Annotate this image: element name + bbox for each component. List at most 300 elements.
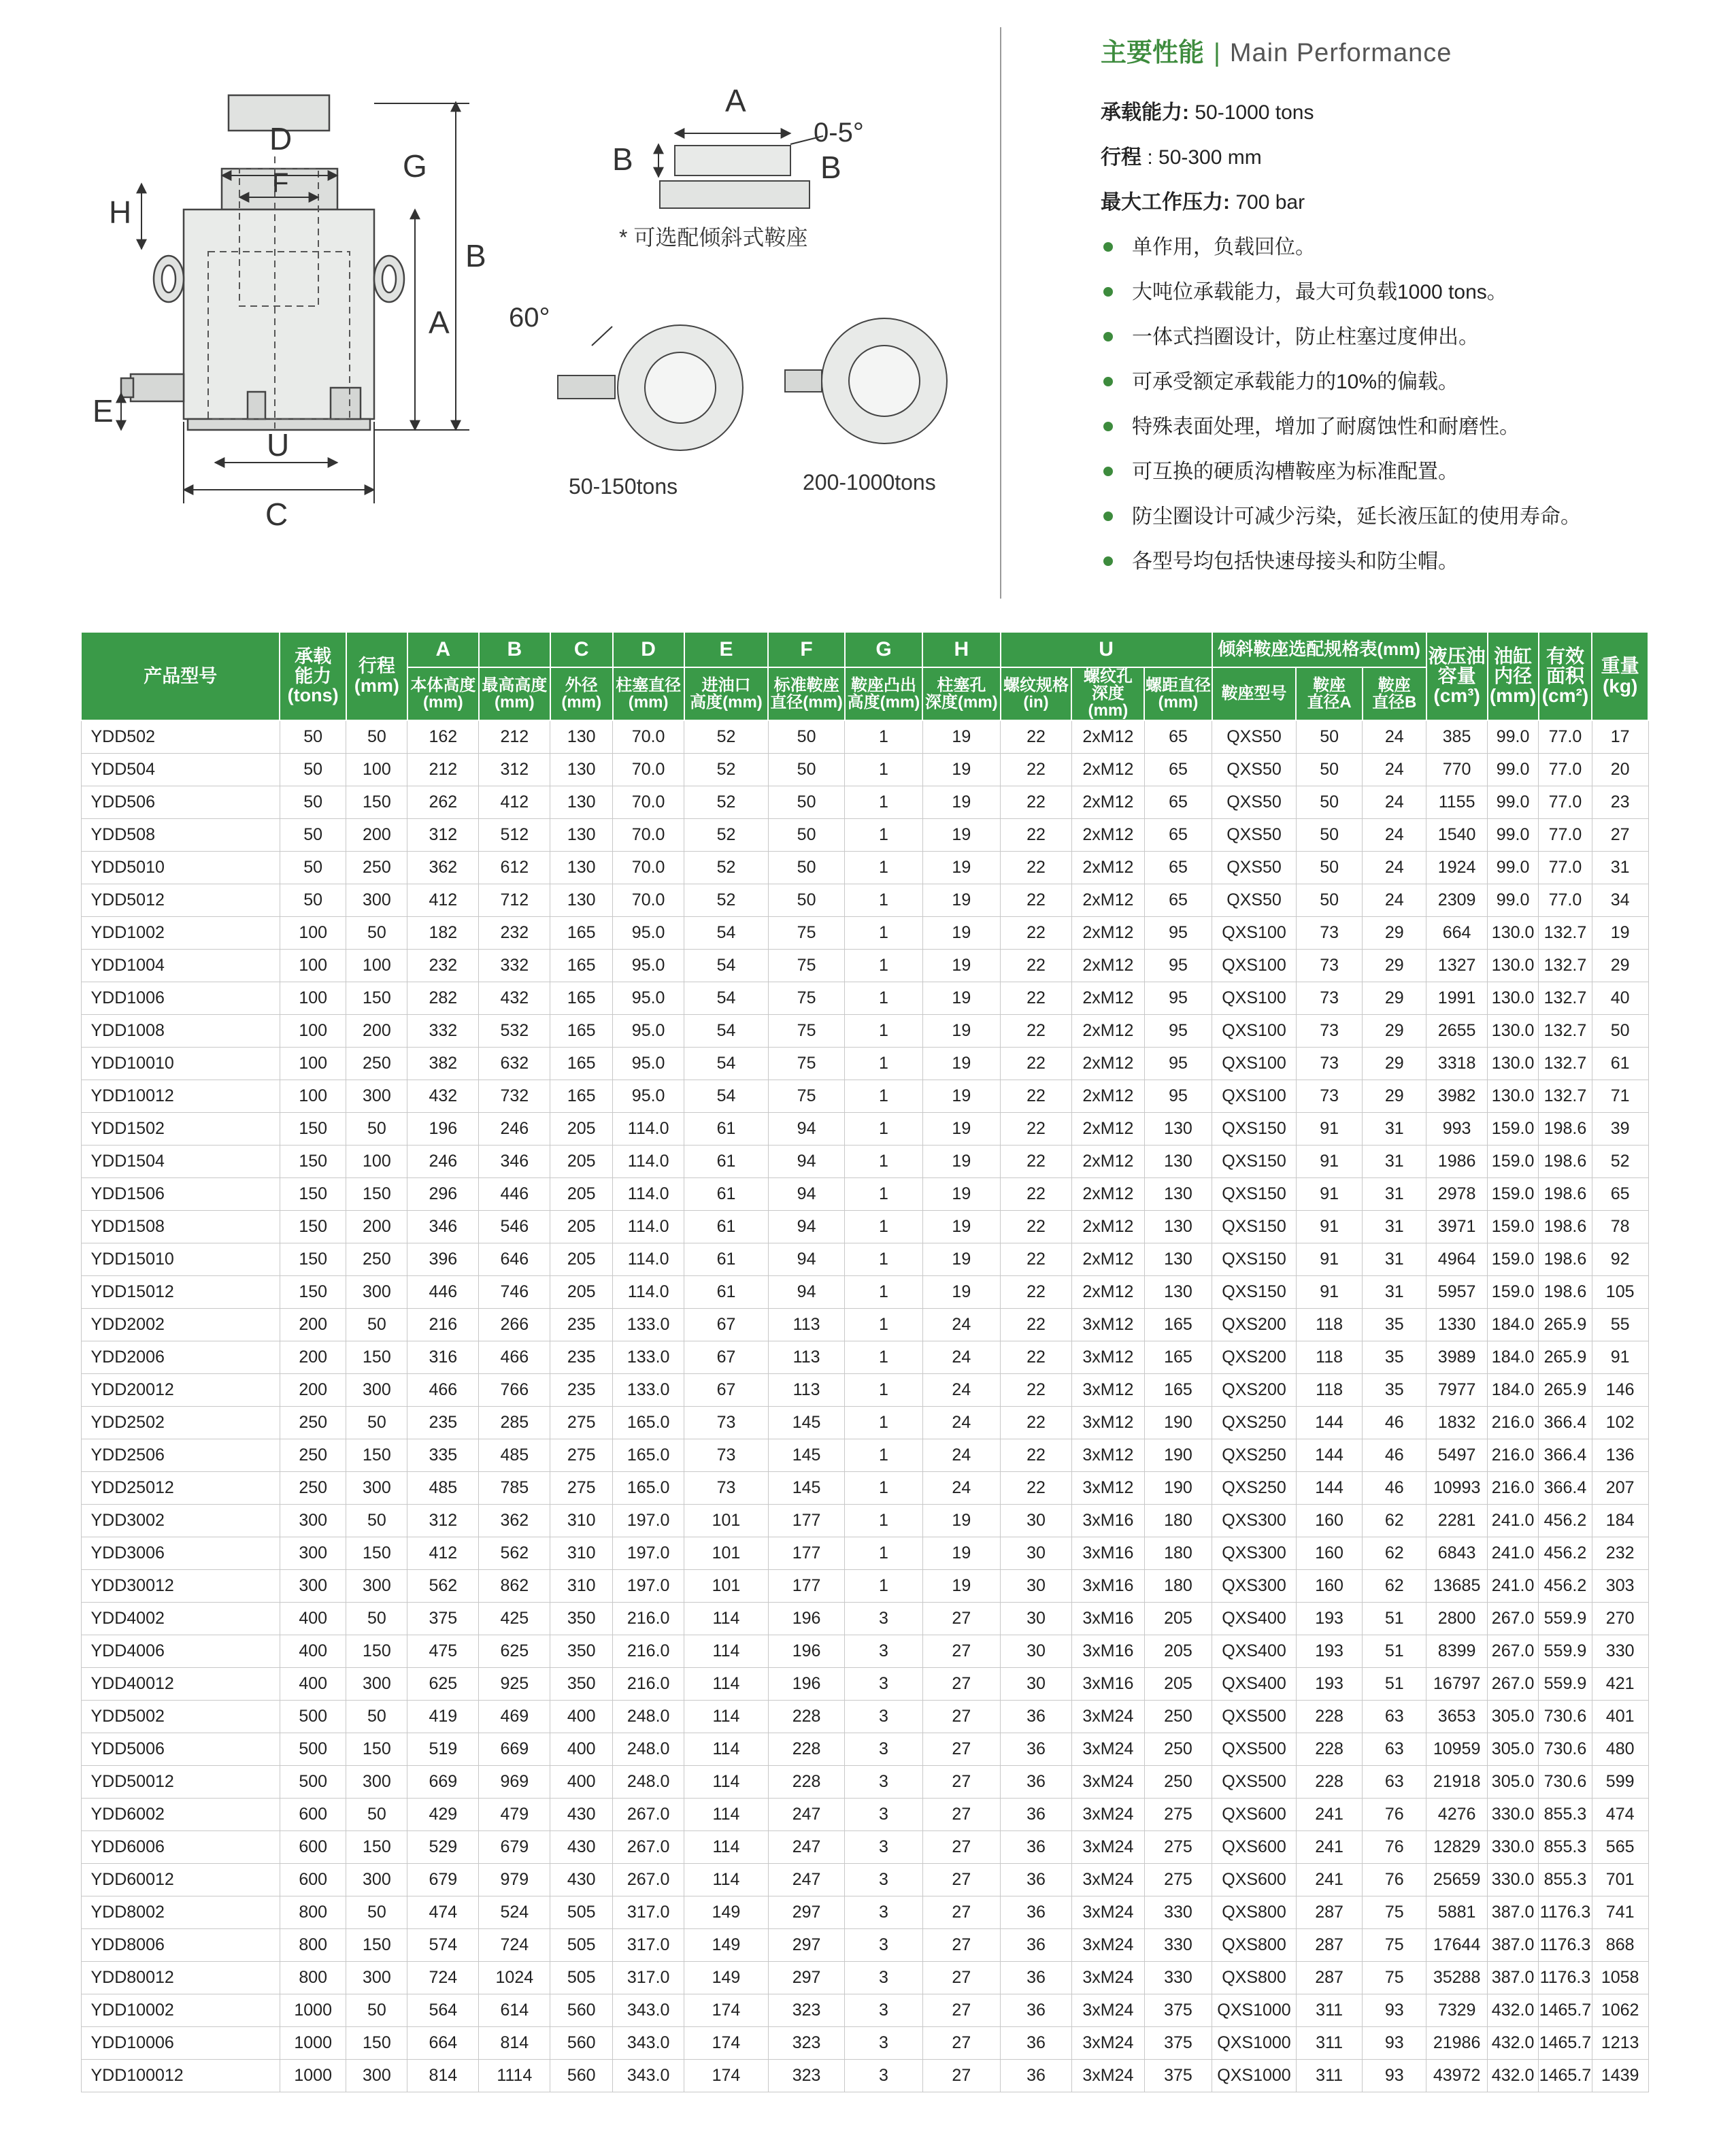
table-cell: 55 <box>1592 1308 1648 1341</box>
table-cell: 91 <box>1296 1275 1362 1308</box>
col-stroke: 行程 (mm) <box>346 632 407 720</box>
table-cell: 562 <box>407 1569 479 1602</box>
table-cell: 335 <box>407 1439 479 1471</box>
table-cell: 2978 <box>1426 1177 1488 1210</box>
table-cell: 1 <box>845 982 922 1014</box>
table-cell: 612 <box>479 851 550 884</box>
table-cell: 30 <box>1001 1635 1072 1667</box>
table-cell: YDD1002 <box>81 916 280 949</box>
table-cell: 2655 <box>1426 1014 1488 1047</box>
table-cell: QXS1000 <box>1212 2026 1297 2059</box>
table-cell: 50 <box>280 753 346 786</box>
table-cell: QXS300 <box>1212 1569 1297 1602</box>
table-cell: 65 <box>1144 753 1212 786</box>
table-cell: 266 <box>479 1308 550 1341</box>
table-cell: 241.0 <box>1488 1504 1539 1537</box>
table-cell: 4964 <box>1426 1243 1488 1275</box>
table-cell: 3xM24 <box>1071 1863 1144 1896</box>
table-cell: 1 <box>845 916 922 949</box>
table-cell: 43972 <box>1426 2059 1488 2092</box>
spec-table <box>80 631 1649 2092</box>
table-cell: 732 <box>479 1080 550 1112</box>
table-cell: 216.0 <box>1488 1406 1539 1439</box>
table-cell: 30 <box>1001 1504 1072 1537</box>
table-cell: 150 <box>346 1439 407 1471</box>
table-cell: 52 <box>684 786 769 818</box>
table-cell: 1 <box>845 1210 922 1243</box>
table-cell: 95.0 <box>613 1080 684 1112</box>
table-cell: 310 <box>550 1504 613 1537</box>
table-cell: QXS300 <box>1212 1504 1297 1537</box>
table-cell: 287 <box>1296 1961 1362 1994</box>
table-cell: 250 <box>1144 1733 1212 1765</box>
table-row <box>81 1341 1648 1373</box>
table-cell: 165 <box>1144 1341 1212 1373</box>
table-cell: 193 <box>1296 1667 1362 1700</box>
table-cell: 1062 <box>1592 1994 1648 2026</box>
table-cell: 27 <box>922 1700 1000 1733</box>
table-cell: 855.3 <box>1539 1798 1592 1830</box>
table-cell: 814 <box>407 2059 479 2092</box>
table-cell: 235 <box>407 1406 479 1439</box>
label-e: E <box>93 393 114 429</box>
table-cell: 323 <box>768 2059 844 2092</box>
table-cell: 27 <box>922 1928 1000 1961</box>
table-cell: 366.4 <box>1539 1439 1592 1471</box>
table-cell: 73 <box>684 1471 769 1504</box>
feature-text: 各型号均包括快速母接头和防尘帽。 <box>1132 550 1458 573</box>
table-cell: YDD3006 <box>81 1537 280 1569</box>
table-cell: 1986 <box>1426 1145 1488 1177</box>
table-cell: 432.0 <box>1488 2026 1539 2059</box>
table-cell: 212 <box>407 753 479 786</box>
table-cell: 159.0 <box>1488 1145 1539 1177</box>
table-cell: 22 <box>1001 1373 1072 1406</box>
table-cell: 159.0 <box>1488 1112 1539 1145</box>
table-cell: 174 <box>684 1994 769 2026</box>
table-cell: 31 <box>1363 1145 1426 1177</box>
table-cell: 114.0 <box>613 1275 684 1308</box>
col-h: H <box>922 632 1000 667</box>
table-cell: 212 <box>479 720 550 754</box>
table-cell: 205 <box>550 1275 613 1308</box>
table-cell: 27 <box>922 1765 1000 1798</box>
table-cell: 475 <box>407 1635 479 1667</box>
table-cell: 196 <box>768 1635 844 1667</box>
table-cell: 2xM12 <box>1071 1047 1144 1080</box>
table-cell: 385 <box>1426 720 1488 754</box>
table-cell: QXS400 <box>1212 1635 1297 1667</box>
vertical-divider <box>1000 27 1001 599</box>
table-cell: 22 <box>1001 786 1072 818</box>
table-cell: 50 <box>346 1406 407 1439</box>
feature-item <box>1101 360 1713 405</box>
table-cell: 50 <box>768 786 844 818</box>
table-cell: QXS250 <box>1212 1406 1297 1439</box>
table-cell: 679 <box>479 1830 550 1863</box>
table-cell: 1114 <box>479 2059 550 2092</box>
table-cell: 330 <box>1592 1635 1648 1667</box>
table-cell: 67 <box>684 1308 769 1341</box>
table-cell: YDD2006 <box>81 1341 280 1373</box>
table-cell: QXS600 <box>1212 1830 1297 1863</box>
table-cell: 114.0 <box>613 1177 684 1210</box>
table-cell: YDD502 <box>81 720 280 754</box>
table-cell: YDD5012 <box>81 884 280 916</box>
table-cell: 146 <box>1592 1373 1648 1406</box>
feature-text: 可互换的硬质沟槽鞍座为标准配置。 <box>1132 461 1458 483</box>
table-cell: 132.7 <box>1539 1080 1592 1112</box>
col-d: D <box>613 632 684 667</box>
sub-e: 进油口 高度(mm) <box>684 667 769 720</box>
table-cell: 40 <box>1592 982 1648 1014</box>
table-cell: 275 <box>550 1439 613 1471</box>
table-cell: 469 <box>479 1700 550 1733</box>
table-cell: 99.0 <box>1488 884 1539 916</box>
table-cell: 275 <box>1144 1863 1212 1896</box>
table-cell: 67 <box>684 1373 769 1406</box>
table-cell: 130 <box>550 753 613 786</box>
sub-u-pitch: 螺距直径 (mm) <box>1144 667 1212 720</box>
saddle-note: * 可选配倾斜式鞍座 <box>619 225 808 250</box>
table-cell: 95 <box>1144 1080 1212 1112</box>
table-cell: 425 <box>479 1602 550 1635</box>
table-cell: 3xM16 <box>1071 1537 1144 1569</box>
table-cell: 1 <box>845 1504 922 1537</box>
table-cell: 34 <box>1592 884 1648 916</box>
saddle-label-a: A <box>725 83 746 118</box>
table-cell: 95.0 <box>613 1047 684 1080</box>
table-cell: QXS50 <box>1212 753 1297 786</box>
table-cell: 366.4 <box>1539 1406 1592 1439</box>
table-cell: 22 <box>1001 1406 1072 1439</box>
table-cell: 300 <box>346 1863 407 1896</box>
table-cell: 562 <box>479 1537 550 1569</box>
table-cell: 3xM24 <box>1071 1994 1144 2026</box>
feature-item <box>1101 270 1713 315</box>
table-cell: 262 <box>407 786 479 818</box>
table-cell: 3xM16 <box>1071 1504 1144 1537</box>
table-cell: 193 <box>1296 1635 1362 1667</box>
table-cell: 31 <box>1363 1210 1426 1243</box>
table-cell: 63 <box>1363 1733 1426 1765</box>
table-cell: 275 <box>1144 1830 1212 1863</box>
table-cell: 1 <box>845 1439 922 1471</box>
table-cell: 130 <box>1144 1275 1212 1308</box>
spec-label: 行程 <box>1101 146 1141 169</box>
table-cell: 712 <box>479 884 550 916</box>
table-cell: 61 <box>1592 1047 1648 1080</box>
table-cell: 132.7 <box>1539 916 1592 949</box>
table-cell: YDD1506 <box>81 1177 280 1210</box>
col-model: 产品型号 <box>81 632 280 720</box>
table-cell: 350 <box>550 1635 613 1667</box>
table-cell: QXS100 <box>1212 916 1297 949</box>
table-cell: 205 <box>550 1112 613 1145</box>
sub-g: 鞍座凸出 高度(mm) <box>845 667 922 720</box>
table-cell: 73 <box>1296 916 1362 949</box>
table-cell: 149 <box>684 1896 769 1928</box>
table-cell: 456.2 <box>1539 1537 1592 1569</box>
feature-text: 可承受额定承载能力的10%的偏载。 <box>1132 371 1459 393</box>
table-cell: 100 <box>280 1080 346 1112</box>
feature-item <box>1101 495 1713 539</box>
table-cell: QXS150 <box>1212 1243 1297 1275</box>
table-cell: 130 <box>550 818 613 851</box>
table-cell: QXS100 <box>1212 1047 1297 1080</box>
table-cell: 246 <box>407 1145 479 1177</box>
label-g: G <box>403 148 427 184</box>
table-cell: 184.0 <box>1488 1308 1539 1341</box>
table-cell: 52 <box>684 818 769 851</box>
table-cell: 3xM24 <box>1071 1733 1144 1765</box>
table-cell: 52 <box>684 720 769 754</box>
table-cell: 144 <box>1296 1471 1362 1504</box>
table-cell: 400 <box>550 1765 613 1798</box>
table-cell: 29 <box>1363 916 1426 949</box>
table-cell: 512 <box>479 818 550 851</box>
table-cell: 31 <box>1363 1243 1426 1275</box>
feature-item <box>1101 539 1713 584</box>
table-cell: 29 <box>1363 949 1426 982</box>
table-cell: 65 <box>1144 884 1212 916</box>
col-a: A <box>407 632 479 667</box>
feature-item <box>1101 225 1713 270</box>
table-cell: 150 <box>346 1177 407 1210</box>
table-cell: 91 <box>1296 1177 1362 1210</box>
table-row <box>81 818 1648 851</box>
table-cell: 22 <box>1001 818 1072 851</box>
table-cell: 300 <box>346 1080 407 1112</box>
table-cell: 132.7 <box>1539 949 1592 982</box>
table-cell: QXS400 <box>1212 1602 1297 1635</box>
table-cell: QXS50 <box>1212 786 1297 818</box>
table-cell: 77.0 <box>1539 720 1592 754</box>
table-cell: 330.0 <box>1488 1830 1539 1863</box>
table-cell: 3 <box>845 1765 922 1798</box>
table-cell: 1465.7 <box>1539 2059 1592 2092</box>
table-cell: 99.0 <box>1488 851 1539 884</box>
table-cell: 70.0 <box>613 786 684 818</box>
table-cell: 36 <box>1001 1961 1072 1994</box>
range-large-label: 200-1000tons <box>803 470 936 495</box>
table-cell: 3 <box>845 1602 922 1635</box>
table-cell: 36 <box>1001 1765 1072 1798</box>
table-cell: 343.0 <box>613 1994 684 2026</box>
table-header-row-1 <box>81 632 1648 667</box>
table-cell: 150 <box>346 1928 407 1961</box>
table-cell: YDD1008 <box>81 1014 280 1047</box>
performance-title-en: Main Performance <box>1229 39 1452 67</box>
table-cell: 31 <box>1592 851 1648 884</box>
table-cell: 73 <box>684 1439 769 1471</box>
table-row <box>81 753 1648 786</box>
table-cell: 114.0 <box>613 1145 684 1177</box>
table-cell: 6843 <box>1426 1537 1488 1569</box>
table-cell: YDD10012 <box>81 1080 280 1112</box>
table-cell: 3xM16 <box>1071 1667 1144 1700</box>
table-cell: 27 <box>922 1602 1000 1635</box>
table-cell: 39 <box>1592 1112 1648 1145</box>
table-cell: 130.0 <box>1488 1014 1539 1047</box>
table-cell: 165.0 <box>613 1439 684 1471</box>
table-cell: 22 <box>1001 1471 1072 1504</box>
table-cell: 300 <box>346 2059 407 2092</box>
table-cell: 3 <box>845 2026 922 2059</box>
table-cell: 95 <box>1144 1014 1212 1047</box>
table-cell: 287 <box>1296 1896 1362 1928</box>
table-cell: 868 <box>1592 1928 1648 1961</box>
table-cell: 50 <box>1296 818 1362 851</box>
table-cell: 3318 <box>1426 1047 1488 1080</box>
table-cell: 474 <box>407 1896 479 1928</box>
table-cell: 22 <box>1001 1145 1072 1177</box>
table-cell: 130 <box>1144 1177 1212 1210</box>
table-cell: 35288 <box>1426 1961 1488 1994</box>
bullet-dot-icon <box>1103 422 1113 431</box>
table-cell: 91 <box>1296 1145 1362 1177</box>
table-cell: 300 <box>346 1275 407 1308</box>
table-cell: 529 <box>407 1830 479 1863</box>
table-row <box>81 1896 1648 1928</box>
table-cell: 50 <box>346 1112 407 1145</box>
table-cell: 2xM12 <box>1071 818 1144 851</box>
sub-f: 标准鞍座 直径(mm) <box>768 667 844 720</box>
table-cell: 35 <box>1363 1308 1426 1341</box>
table-cell: 317.0 <box>613 1896 684 1928</box>
table-cell: 75 <box>1363 1928 1426 1961</box>
table-cell: 387.0 <box>1488 1961 1539 1994</box>
table-cell: 1 <box>845 786 922 818</box>
table-cell: 77.0 <box>1539 851 1592 884</box>
bullet-dot-icon <box>1103 332 1113 341</box>
table-cell: YDD2502 <box>81 1406 280 1439</box>
table-cell: 62 <box>1363 1504 1426 1537</box>
table-cell: 396 <box>407 1243 479 1275</box>
table-cell: 24 <box>922 1373 1000 1406</box>
table-cell: 19 <box>922 1112 1000 1145</box>
table-cell: 159.0 <box>1488 1210 1539 1243</box>
table-cell: 480 <box>1592 1733 1648 1765</box>
table-cell: YDD60012 <box>81 1863 280 1896</box>
table-cell: 27 <box>922 1896 1000 1928</box>
table-cell: 159.0 <box>1488 1275 1539 1308</box>
table-cell: 130 <box>1144 1112 1212 1145</box>
table-cell: 24 <box>1363 753 1426 786</box>
table-cell: 70.0 <box>613 884 684 916</box>
table-cell: 19 <box>922 916 1000 949</box>
table-cell: 27 <box>922 1961 1000 1994</box>
table-cell: 184 <box>1592 1504 1648 1537</box>
table-cell: 400 <box>280 1667 346 1700</box>
table-cell: YDD1508 <box>81 1210 280 1243</box>
table-cell: YDD2506 <box>81 1439 280 1471</box>
feature-item <box>1101 450 1713 495</box>
table-cell: 91 <box>1592 1341 1648 1373</box>
table-cell: 30 <box>1001 1569 1072 1602</box>
table-cell: 474 <box>1592 1798 1648 1830</box>
table-cell: 730.6 <box>1539 1765 1592 1798</box>
table-cell: 50 <box>280 884 346 916</box>
table-cell: 114 <box>684 1765 769 1798</box>
table-cell: 632 <box>479 1047 550 1080</box>
table-row <box>81 916 1648 949</box>
table-cell: 312 <box>407 818 479 851</box>
table-cell: 265.9 <box>1539 1308 1592 1341</box>
label-b: B <box>465 238 486 273</box>
col-capacity: 承载 能力 (tons) <box>280 632 346 720</box>
table-cell: 150 <box>346 982 407 1014</box>
table-cell: 22 <box>1001 949 1072 982</box>
table-cell: 1 <box>845 720 922 754</box>
table-cell: 22 <box>1001 916 1072 949</box>
table-cell: 150 <box>280 1112 346 1145</box>
table-cell: 25659 <box>1426 1863 1488 1896</box>
table-row <box>81 1047 1648 1080</box>
table-cell: QXS200 <box>1212 1341 1297 1373</box>
table-cell: 10993 <box>1426 1471 1488 1504</box>
table-cell: 165.0 <box>613 1406 684 1439</box>
table-cell: 310 <box>550 1537 613 1569</box>
table-cell: 485 <box>479 1439 550 1471</box>
table-cell: 1 <box>845 949 922 982</box>
table-cell: 600 <box>280 1798 346 1830</box>
table-cell: 198.6 <box>1539 1145 1592 1177</box>
table-cell: 19 <box>922 1145 1000 1177</box>
table-cell: 50 <box>1296 753 1362 786</box>
table-cell: 77.0 <box>1539 818 1592 851</box>
table-cell: 574 <box>407 1928 479 1961</box>
table-cell: 198.6 <box>1539 1275 1592 1308</box>
table-cell: 27 <box>922 1733 1000 1765</box>
table-cell: 75 <box>1363 1896 1426 1928</box>
table-cell: 73 <box>1296 982 1362 1014</box>
table-cell: 2xM12 <box>1071 1014 1144 1047</box>
table-cell: 766 <box>479 1373 550 1406</box>
table-cell: 165 <box>550 949 613 982</box>
table-cell: 36 <box>1001 1994 1072 2026</box>
table-cell: 565 <box>1592 1830 1648 1863</box>
table-cell: 24 <box>1363 818 1426 851</box>
table-cell: 22 <box>1001 1308 1072 1341</box>
table-cell: 546 <box>479 1210 550 1243</box>
table-cell: 741 <box>1592 1896 1648 1928</box>
table-cell: 52 <box>684 753 769 786</box>
table-row <box>81 1961 1648 1994</box>
table-cell: YDD25012 <box>81 1471 280 1504</box>
table-cell: 105 <box>1592 1275 1648 1308</box>
table-cell: 519 <box>407 1733 479 1765</box>
col-weight: 重量 (kg) <box>1592 632 1648 720</box>
table-cell: 375 <box>1144 2026 1212 2059</box>
table-cell: 228 <box>1296 1733 1362 1765</box>
table-body <box>81 720 1648 2092</box>
table-cell: 432 <box>407 1080 479 1112</box>
header-section <box>0 0 1736 612</box>
table-row <box>81 1733 1648 1765</box>
table-cell: 419 <box>407 1700 479 1733</box>
table-cell: 375 <box>1144 1994 1212 2026</box>
table-cell: 285 <box>479 1406 550 1439</box>
table-cell: 3 <box>845 1928 922 1961</box>
table-cell: 205 <box>1144 1602 1212 1635</box>
sub-c: 外径 (mm) <box>550 667 613 720</box>
table-cell: 61 <box>684 1275 769 1308</box>
table-cell: 800 <box>280 1896 346 1928</box>
table-cell: 22 <box>1001 753 1072 786</box>
table-cell: 29 <box>1363 1080 1426 1112</box>
table-cell: QXS800 <box>1212 1928 1297 1961</box>
